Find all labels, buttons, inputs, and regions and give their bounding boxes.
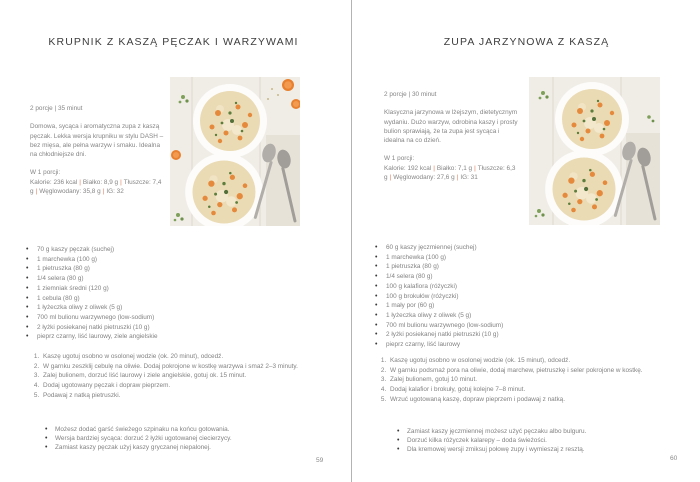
nutrition-line bbox=[30, 178, 165, 197]
step-item: 2. W garnku podsmaż pora na oliwie, dodaj marchew, pietruszkę i seler pokrojone w kostkę. bbox=[388, 366, 692, 375]
ingredient-item: • 1/4 selera (80 g) bbox=[373, 272, 688, 282]
pipe-separator: | bbox=[456, 173, 459, 181]
steps-list bbox=[28, 352, 339, 400]
ingredient-item: • 1 łyżeczka oliwy z oliwek (5 g) bbox=[373, 311, 688, 321]
step-item: 5. Podawaj z natką pietruszki. bbox=[41, 391, 339, 400]
nutrition-segment: Kalorie: 236 kcal bbox=[30, 178, 78, 186]
step-item: 1. Kaszę ugotuj osobno w osolonej wodzie (ok. 15 minut), odcedź. bbox=[388, 356, 692, 365]
step-item: 2. W garnku zeszklij cebulę na oliwie. Dodaj pokrojone w kostkę warzywa i smaż 2–3 minuty. bbox=[41, 362, 339, 371]
ingredient-item: • pieprz czarny, liść laurowy, ziele angielskie bbox=[24, 332, 335, 342]
ingredient-item: • 100 g brokułów (różyczki) bbox=[373, 292, 688, 302]
ingredient-item: • 60 g kaszy jęczmiennej (suchej) bbox=[373, 243, 688, 253]
nutrition-segment: Węglowodany: 27,6 g bbox=[393, 173, 455, 181]
ingredient-item: • 1 marchewka (100 g) bbox=[24, 255, 335, 265]
recipe-description: Klasyczna jarzynowa w lżejszym, dietetycznym wydaniu. Dużo warzyw, odrobina kaszy i prosty bulion sprawiają, że ta zupa jest sycąca i idealna na co dzień. bbox=[384, 109, 518, 145]
nutrition-line bbox=[384, 164, 519, 183]
ingredient-item: • 1 łyżeczka oliwy z oliwek (5 g) bbox=[24, 303, 335, 313]
ingredient-item: • 1 mały por (60 g) bbox=[373, 301, 688, 311]
nutrition-segment: Węglowodany: 35,8 g bbox=[39, 187, 101, 195]
page-divider bbox=[351, 0, 352, 482]
page-left bbox=[0, 0, 347, 482]
recipe-description: Domowa, sycąca i aromatyczna zupa z kaszą pęczak. Lekka wersja krupniku w stylu DASH – bez mięsa, ale pełna warzyw i smaku. Idealna na chłodniejsze dni. bbox=[30, 123, 164, 159]
ingredient-item: • 1 pietruszka (80 g) bbox=[373, 262, 688, 272]
step-item: 5. Wrzuć ugotowaną kaszę, dopraw pieprzem i podawaj z natką. bbox=[388, 395, 692, 404]
ingredient-item: • 70 g kaszy pęczak (suchej) bbox=[24, 245, 335, 255]
step-item: 3. Zalej bulionem, dorzuć liść laurowy i ziele angielskie, gotuj ok. 15 minut. bbox=[41, 371, 339, 380]
nutrition-segment: Tłuszcze: 7,4 g bbox=[30, 178, 162, 195]
pipe-separator: | bbox=[79, 178, 81, 186]
recipe-photo bbox=[529, 77, 660, 230]
tip-item: • Zamiast kaszy jęczmiennej możesz użyć pęczaku albo bulguru. bbox=[395, 427, 690, 436]
ingredients-list bbox=[24, 245, 335, 342]
ingredient-item: • 2 łyżki posiekanej natki pietruszki (10 g) bbox=[24, 323, 335, 333]
per-serving-label: W 1 porcji: bbox=[30, 169, 61, 177]
page-number: 60 bbox=[670, 455, 678, 462]
step-item: 4. Dodaj kalafior i brokuły, gotuj kolejne 7–8 minut. bbox=[388, 385, 692, 394]
pipe-separator: | bbox=[35, 187, 38, 195]
tips-list bbox=[43, 425, 337, 453]
pipe-separator: | bbox=[389, 173, 392, 181]
nutrition-segment: Białko: 8,9 g bbox=[82, 178, 119, 186]
tips-list bbox=[395, 427, 690, 455]
ingredients-list bbox=[373, 243, 688, 350]
ingredient-item: • 100 g kalafiora (różyczki) bbox=[373, 282, 688, 292]
page-number: 59 bbox=[316, 457, 324, 464]
pipe-separator: | bbox=[120, 178, 122, 186]
recipe-info-block bbox=[384, 90, 519, 182]
recipe-meta: 2 porcje | 30 minut bbox=[384, 91, 437, 98]
tip-item: • Dla kremowej wersji zmiksuj połowę zupy i wymieszaj z resztą. bbox=[395, 445, 690, 454]
ingredient-item: • pieprz czarny, liść laurowy bbox=[373, 340, 688, 350]
ingredient-item: • 700 ml bulionu warzywnego (low-sodium) bbox=[373, 321, 688, 331]
nutrition-segment: Kalorie: 192 kcal bbox=[384, 164, 432, 172]
nutrition-segment: IG: 31 bbox=[460, 173, 478, 181]
ingredient-item: • 1 cebula (80 g) bbox=[24, 294, 335, 304]
recipe-title: KRUPNIK Z KASZĄ PĘCZAK I WARZYWAMI bbox=[48, 36, 299, 48]
recipe-meta: 2 porcje | 35 minut bbox=[30, 105, 83, 112]
per-serving-label: W 1 porcji: bbox=[384, 155, 415, 163]
steps-section bbox=[28, 352, 339, 400]
nutrition-segment: Tłuszcze: 6,3 g bbox=[384, 164, 516, 181]
step-item: 4. Dodaj ugotowany pęczak i dopraw pieprzem. bbox=[41, 381, 339, 390]
pipe-separator: | bbox=[102, 187, 105, 195]
step-item: 1. Kaszę ugotuj osobno w osolonej wodzie (ok. 20 minut), odcedź. bbox=[41, 352, 339, 361]
tip-item: • Wersja bardziej sycąca: dorzuć 2 łyżki ugotowanej ciecierzycy. bbox=[43, 434, 337, 443]
nutrition-segment: IG: 32 bbox=[106, 187, 124, 195]
pipe-separator: | bbox=[433, 164, 435, 172]
nutrition-segment: Białko: 7,1 g bbox=[436, 164, 473, 172]
tip-item: • Możesz dodać garść świeżego szpinaku na końcu gotowania. bbox=[43, 425, 337, 434]
step-item: 3. Zalej bulionem, gotuj 10 minut. bbox=[388, 375, 692, 384]
tip-item: • Dorzuć kilka różyczek kalarepy – doda świeżości. bbox=[395, 436, 690, 445]
steps-list bbox=[375, 356, 692, 404]
recipe-photo bbox=[170, 77, 300, 231]
ingredient-item: • 700 ml bulionu warzywnego (low-sodium) bbox=[24, 313, 335, 323]
recipe-title: ZUPA JARZYNOWA Z KASZĄ bbox=[443, 36, 610, 48]
ingredient-item: • 1 pietruszka (80 g) bbox=[24, 264, 335, 274]
page-right bbox=[353, 0, 700, 482]
pipe-separator: | bbox=[474, 164, 476, 172]
tip-item: • Zamiast kaszy pęczak użyj kaszy gryczanej niepalonej. bbox=[43, 443, 337, 452]
steps-section bbox=[375, 356, 692, 404]
ingredient-item: • 1/4 selera (80 g) bbox=[24, 274, 335, 284]
ingredient-item: • 2 łyżki posiekanej natki pietruszki (10 g) bbox=[373, 330, 688, 340]
ingredient-item: • 1 marchewka (100 g) bbox=[373, 253, 688, 263]
recipe-info-block bbox=[30, 104, 165, 196]
ingredient-item: • 1 ziemniak średni (120 g) bbox=[24, 284, 335, 294]
